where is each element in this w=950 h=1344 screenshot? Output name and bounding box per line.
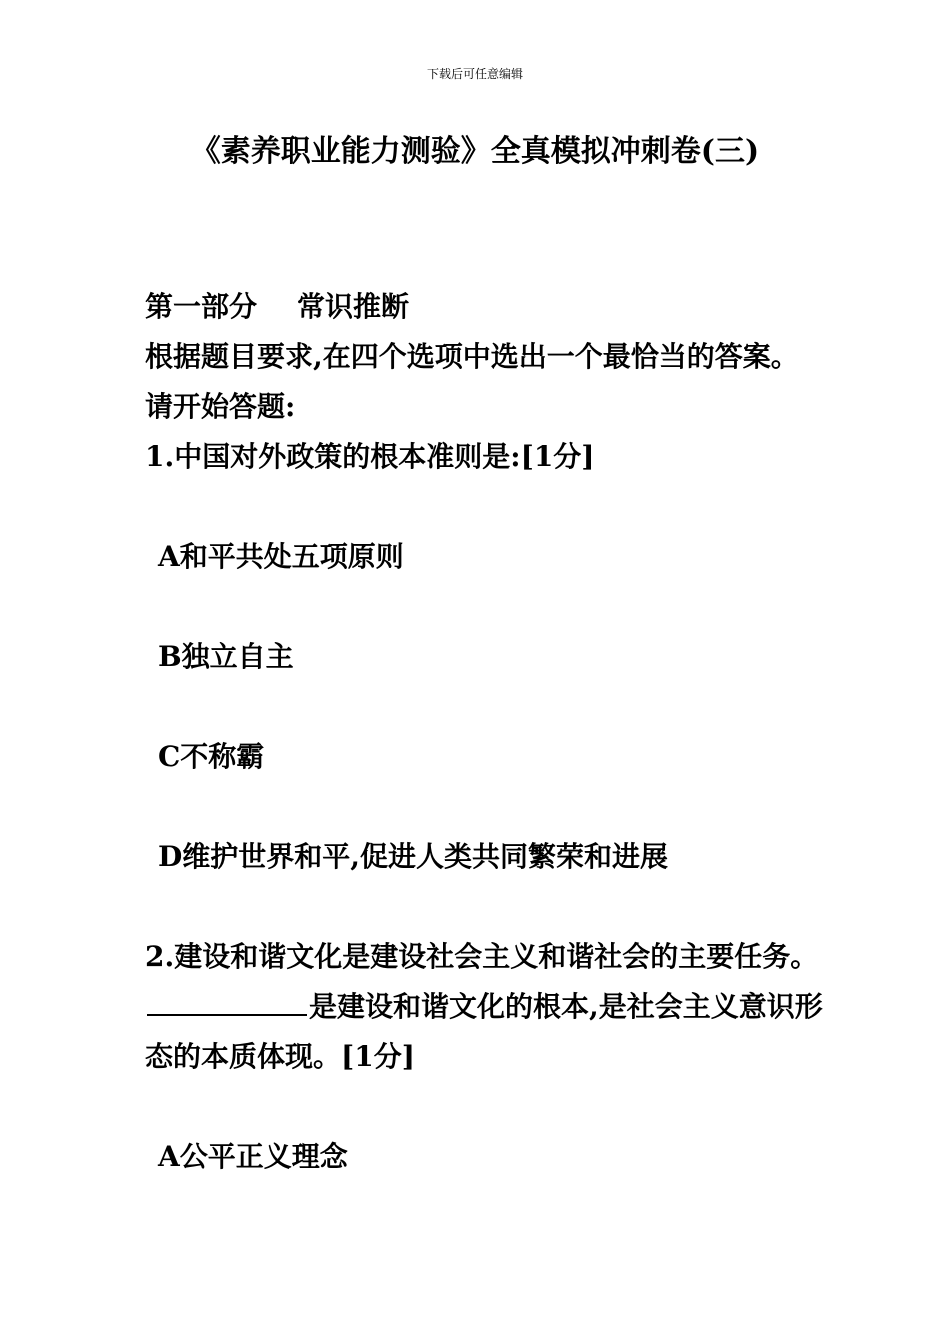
- section-heading: [145, 282, 825, 332]
- question-2-text-before: 2.建设和谐文化是建设社会主义和谐社会的主要任务。: [145, 940, 819, 973]
- answer-blank: [147, 984, 307, 1016]
- start-prompt: 请开始答题:: [145, 390, 296, 423]
- question-1-text: 1.中国对外政策的根本准则是:[1分]: [145, 440, 595, 473]
- question-2-option-a: A公平正义理念: [158, 1140, 348, 1173]
- document-body: [145, 282, 825, 1182]
- section-name: 常识推断: [297, 290, 410, 323]
- question-2-text: [145, 932, 825, 1082]
- page-title: 《素养职业能力测验》全真模拟冲刺卷(三): [190, 134, 760, 169]
- question-1-option-d: D维护世界和平,促进人类共同繁荣和进展: [158, 840, 669, 873]
- question-1-option-a: A和平共处五项原则: [158, 540, 404, 573]
- question-1-option-c: C不称霸: [158, 740, 265, 773]
- section-instruction: 根据题目要求,在四个选项中选出一个最恰当的答案。: [145, 340, 799, 373]
- header-note: 下载后可任意编辑: [426, 67, 523, 81]
- question-1-option-b: B独立自主: [158, 640, 294, 673]
- section-part: 第一部分: [145, 290, 258, 323]
- question-2-text-after: 是建设和谐文化的根本,是社会主义意识形态的本质体现。[1分]: [145, 990, 823, 1073]
